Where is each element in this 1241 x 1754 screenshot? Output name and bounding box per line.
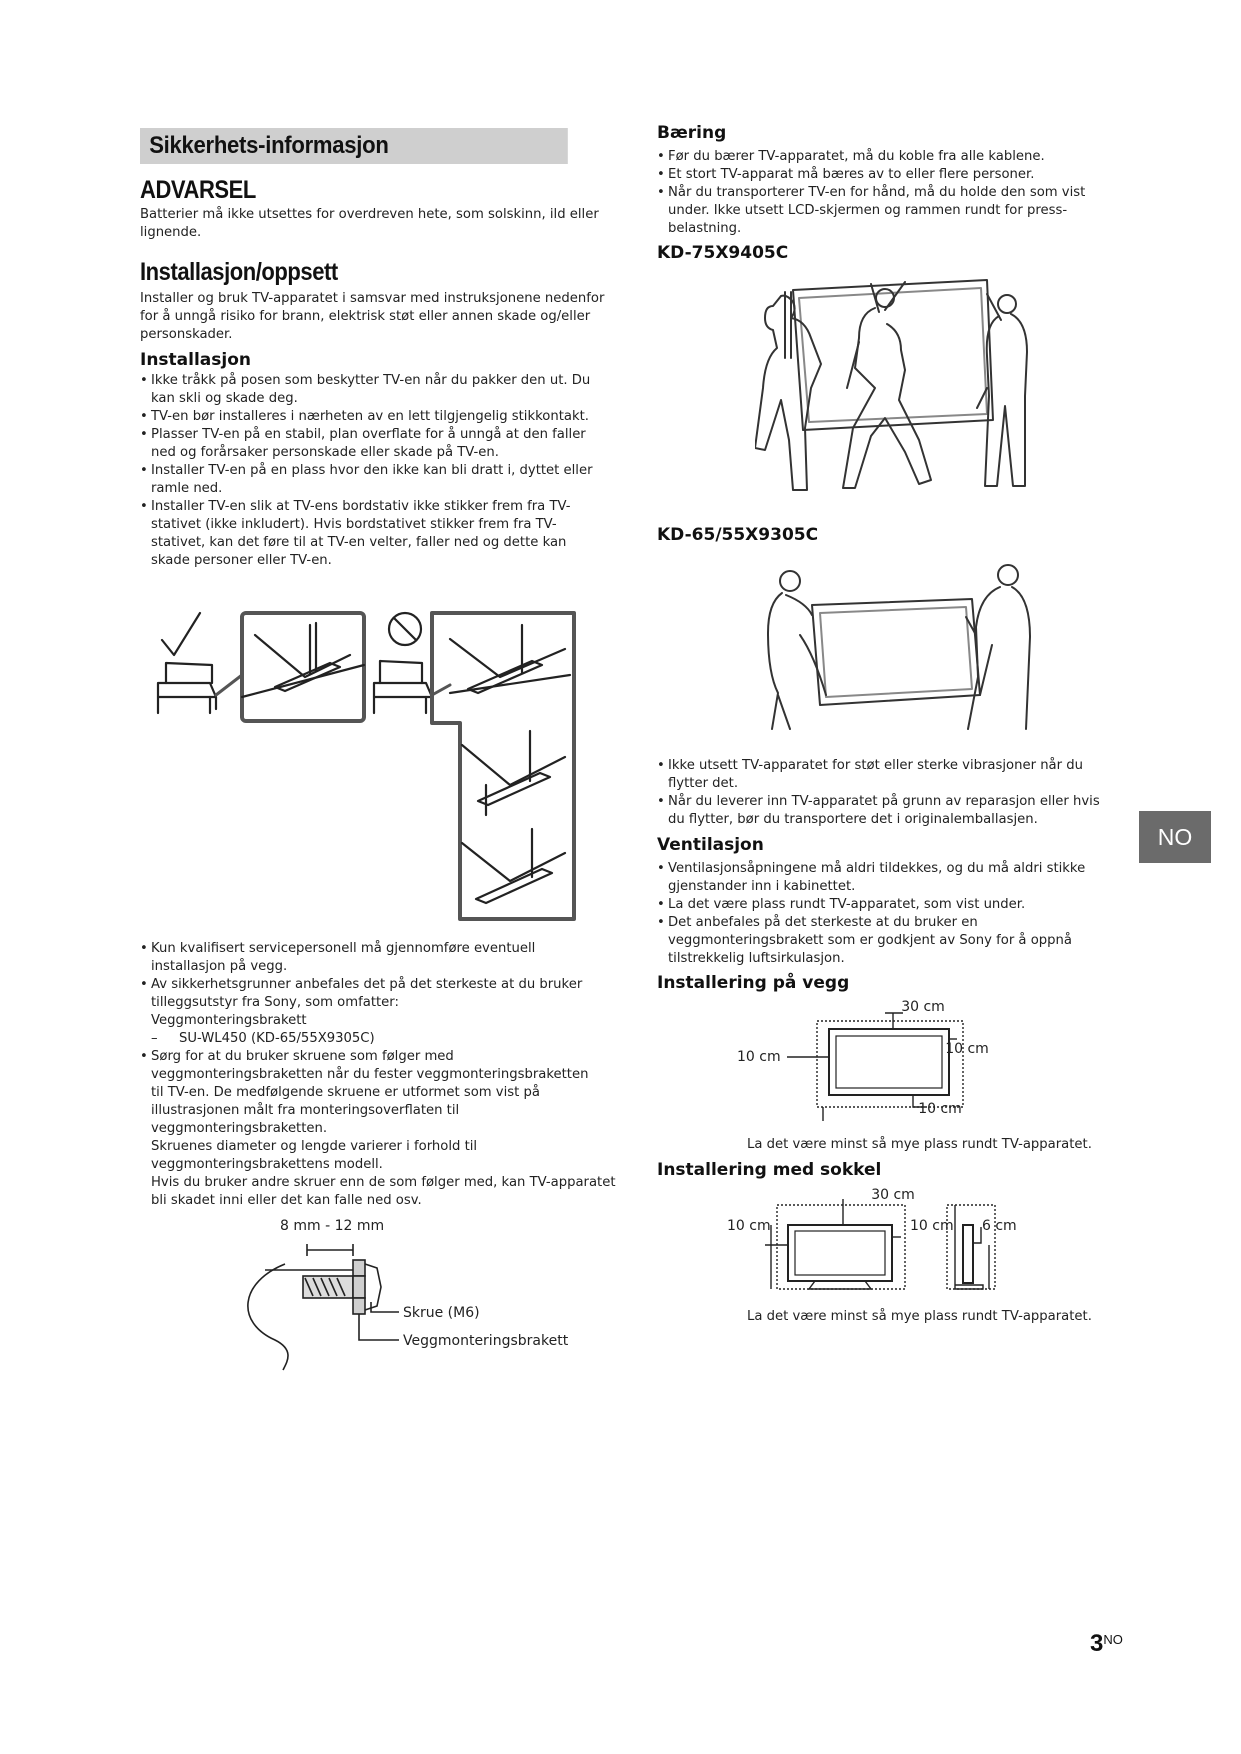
stand-dim-right: 10 cm [910,1218,954,1234]
screw-label: Skrue (M6) [403,1305,480,1321]
install-intro: Installer og bruk TV-apparatet i samsvar med instruksjonene nedenfor for å unngå risiko for brann, elektrisk støt eller annen skade og/eller personskader. [140,291,605,342]
screw-bullet-list [140,1048,605,1138]
list-item: • Ventilasjonsåpningene må aldri tildekkes, og du må aldri stikke gjenstander inn i kabinettet. [657,860,1117,896]
install-heading: Installasjon/oppsett [140,258,338,286]
stand-dim-left: 10 cm [727,1218,771,1234]
screw-para-2: Skruenes diameter og lengde varierer i forhold til veggmonteringsbrakettens modell. [151,1139,478,1172]
list-item: • Kun kvalifisert servicepersonell må gjennomføre eventuell installasjon på vegg. [140,940,605,976]
stand-caption: La det være minst så mye plass rundt TV-apparatet. [747,1309,1092,1324]
list-item: • Det anbefales på det sterkeste at du bruker en veggmonteringsbrakett som er godkjent av Sony for å oppnå tilstrekkelig luftsirkulasjon. [657,914,1117,968]
model-2-heading: KD-65/55X9305C [657,525,819,545]
screw-illustration [235,1212,615,1372]
page-number-suffix: NO [1103,1632,1123,1647]
wall-install-heading: Installering på vegg [657,973,850,993]
list-item: • TV-en bør installeres i nærheten av en lett tilgjengelig stikkontakt. [140,408,605,426]
screw-dimension: 8 mm - 12 mm [280,1218,385,1234]
warning-heading: ADVARSEL [140,176,256,204]
install-bullet-list [140,372,605,570]
wall-dim-top: 30 cm [901,999,945,1015]
list-item: • Plasser TV-en på en stabil, plan overflate for å unngå at den faller ned og forårsaker personskade eller skade på TV-en. [140,426,605,462]
carry-heading: Bæring [657,123,727,143]
list-item: • Når du transporterer TV-en for hånd, må du holde den som vist under. Ikke utsett LCD-skjermen og rammen rundt for press-belastning. [657,184,1117,238]
wall-bracket-model-line: – SU-WL450 (KD-65/55X9305C) [151,1031,375,1046]
list-item: • La det være plass rundt TV-apparatet, som vist under. [657,896,1117,914]
check-icon [162,613,200,655]
wall-dim-right: 10 cm [945,1041,989,1057]
page-number [1090,1630,1123,1658]
model-1-heading: KD-75X9405C [657,243,789,263]
wall-bullet-list [140,940,605,1012]
wall-dim-left: 10 cm [737,1049,781,1065]
prohibited-icon [389,613,421,645]
screw-para-3: Hvis du bruker andre skruer enn de som følger med, kan TV-apparatet bli skadet inni eller det kan falle ned osv. [151,1175,616,1208]
language-tab: NO [1139,811,1211,863]
wall-bracket-model: SU-WL450 (KD-65/55X9305C) [179,1031,375,1046]
carry-bullet-list-2 [657,757,1117,829]
warning-text: Batterier må ikke utsettes for overdreven hete, som solskinn, ild eller lignende. [140,207,599,240]
wall-dim-bottom: 10 cm [918,1101,962,1117]
wall-bracket-label: Veggmonteringsbrakett [151,1013,307,1028]
install-subheading: Installasjon [140,350,251,370]
list-item: • Installer TV-en slik at TV-ens bordstativ ikke stikker frem fra TV-stativet (ikke inkludert). Hvis bordstativet stikker frem fra TV-stativet, kan det føre til at TV-en velter, faller ned og dette kan skade personer eller TV-en. [140,498,605,570]
section-header [140,128,605,164]
carry-bullet-list [657,148,1117,238]
bracket-label: Veggmonteringsbrakett [403,1333,569,1349]
list-item: • Ikke utsett TV-apparatet for støt eller sterke vibrasjoner når du flytter det. [657,757,1117,793]
carry-three-people-illustration [755,268,1055,508]
wall-clearance-diagram [735,995,995,1125]
vent-heading: Ventilasjon [657,835,764,855]
list-item: • Ikke tråkk på posen som beskytter TV-en når du pakker den ut. Du kan skli og skade deg. [140,372,605,408]
stand-dim-top: 30 cm [871,1187,915,1203]
list-item: • Installer TV-en på en plass hvor den ikke kan bli dratt i, dyttet eller ramle ned. [140,462,605,498]
section-title: Sikkerhets-informasjon [140,128,568,164]
stand-install-heading: Installering med sokkel [657,1160,882,1180]
list-item: • Sørg for at du bruker skruene som følger med veggmonteringsbraketten når du fester veggmonteringsbraketten til TV-en. De medfølgende skruene er utformet som vist på illustrasjonen målt fra monteringsoverflaten til veggmonteringsbraketten. [140,1048,605,1138]
list-item: • Når du leverer inn TV-apparatet på grunn av reparasjon eller hvis du flytter, bør du transportere det i originalemballasjen. [657,793,1117,829]
vent-bullet-list [657,860,1117,968]
stand-dim-side: 6 cm [982,1218,1017,1234]
stand-placement-illustration [150,605,590,925]
list-item: • Et stort TV-apparat må bæres av to eller flere personer. [657,166,1117,184]
wall-caption: La det være minst så mye plass rundt TV-apparatet. [747,1137,1092,1152]
carry-two-people-illustration [760,555,1050,730]
page-number-value: 3 [1090,1630,1104,1657]
stand-clearance-diagram [725,1185,1025,1305]
list-item: • Før du bærer TV-apparatet, må du koble fra alle kablene. [657,148,1117,166]
list-item: • Av sikkerhetsgrunner anbefales det på det sterkeste at du bruker tilleggsutstyr fra Sony, som omfatter: [140,976,605,1012]
